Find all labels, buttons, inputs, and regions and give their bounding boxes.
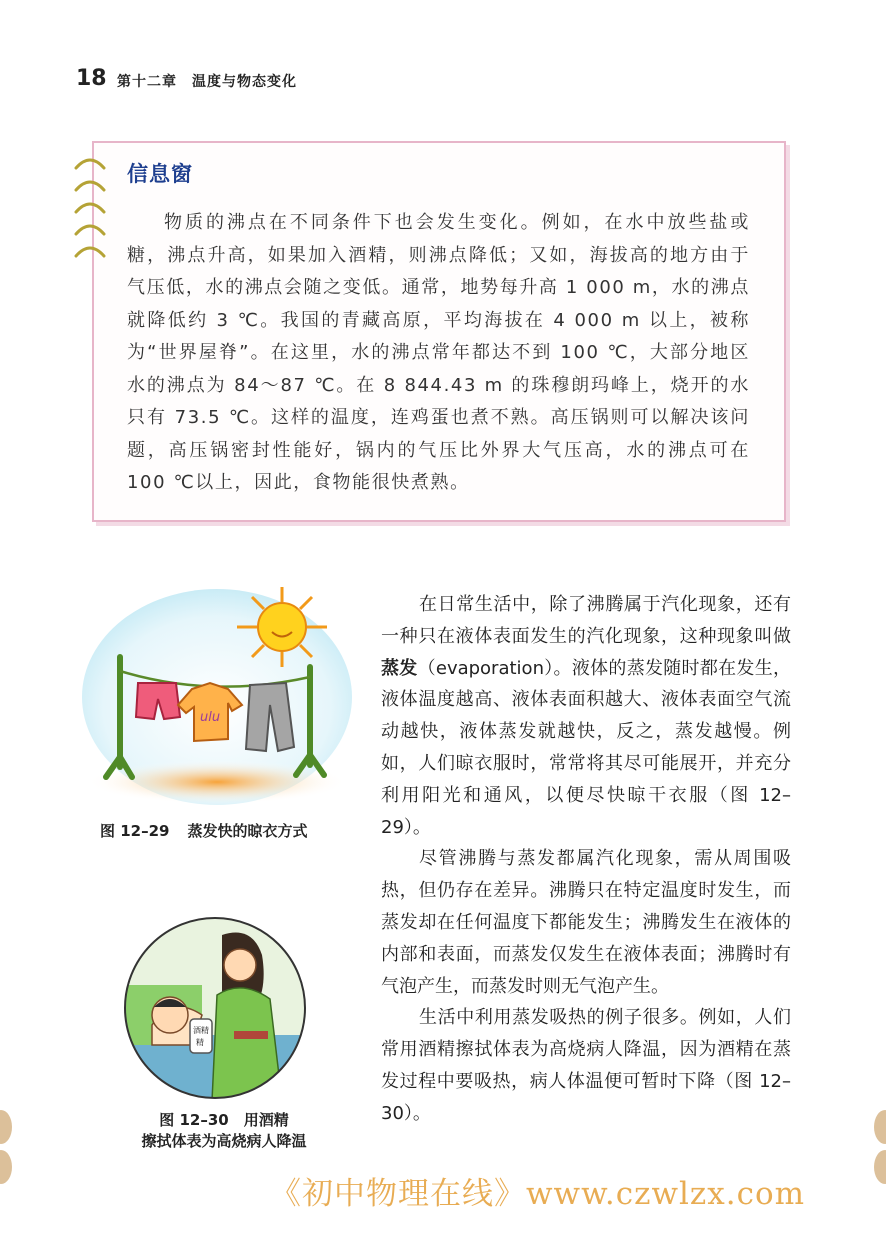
info-window-text: 物质的沸点在不同条件下也会发生变化。例如，在水中放些盐或糖，沸点升高，如果加入酒精，则沸点降低；又如，海拔高的地方由于气压低，水的沸点会随之变低。通常，地势每升高 1 000 m，水的沸点就降低约 3 ℃。我国的青藏高原，平均海拔在 4 000 m 以上，被称为“世界屋脊”。在这里，水的沸点常年都达不到 100 ℃，大部分地区水的沸点为 84～87 ℃。在 8 844.43 m 的珠穆朗玛峰上，烧开的水只有 73.5 ℃。这样的温度，连鸡蛋也煮不熟。高压锅则可以解决该问题，高压锅密封性能好，锅内的气压比外界大气压高，水的沸点可在 100 ℃以上，因此，食物能很快煮熟。 [127,212,750,493]
info-window-title: 信息窗 [127,162,193,186]
edge-tab-left-2 [0,1150,12,1184]
figure-30-caption [110,1110,338,1152]
body-text [381,589,791,1130]
shirt-text: ulu [200,710,221,725]
figure-alcohol-cooling [122,915,308,1101]
figure-29-caption [100,820,308,841]
figure-29-caption-text: 蒸发快的晾衣方式 [187,822,308,840]
edge-tab-right-2 [874,1150,886,1184]
figure-30-number: 图 12–30 [159,1111,229,1129]
chapter-title: 第十二章 温度与物态变化 [117,74,297,90]
figure-30-caption-line2: 擦拭体表为高烧病人降温 [141,1132,307,1150]
figure-clothes-drying [82,587,352,817]
paragraph-boiling-vs-evaporation: 尽管沸腾与蒸发都属汽化现象，需从周围吸热，但仍存在差异。沸腾只在特定温度时发生，而蒸发却在任何温度下都能发生；沸腾发生在液体的内部和表面，而蒸发仅发生在液体表面；沸腾时有气泡产生，而蒸发时则无气泡产生。 [381,848,791,997]
paragraph-evaporation-definition: 在日常生活中，除了沸腾属于汽化现象，还有一种只在液体表面发生的汽化现象，这种现象叫做蒸发（evaporation）。液体的蒸发随时都在发生，液体温度越高、液体表面积越大、液体表面空气流动越快，液体蒸发就越快，反之，蒸发越慢。例如，人们晾衣服时，常常将其尽可能展开，并充分利用阳光和通风，以便尽快晾干衣服（图 12–29）。 [381,594,791,838]
figure-29-number: 图 12–29 [100,822,170,840]
edge-tab-left [0,1110,12,1144]
edge-tab-right [874,1110,886,1144]
binder-rings-icon [70,152,110,262]
bottle-label-2: 精 [196,1038,204,1047]
paragraph-evaporation-cooling: 生活中利用蒸发吸热的例子很多。例如，人们常用酒精擦拭体表为高烧病人降温，因为酒精在蒸发过程中要吸热，病人体温便可暂时下降（图 12–30）。 [381,1007,791,1124]
keyword-evaporation: 蒸发 [381,657,418,679]
watermark: 《初中物理在线》www.czwlzx.com [270,1176,806,1212]
page-number: 18 [76,66,107,91]
bottle-label-1: 酒精 [193,1026,209,1035]
figure-30-caption-line1: 用酒精 [243,1111,289,1129]
